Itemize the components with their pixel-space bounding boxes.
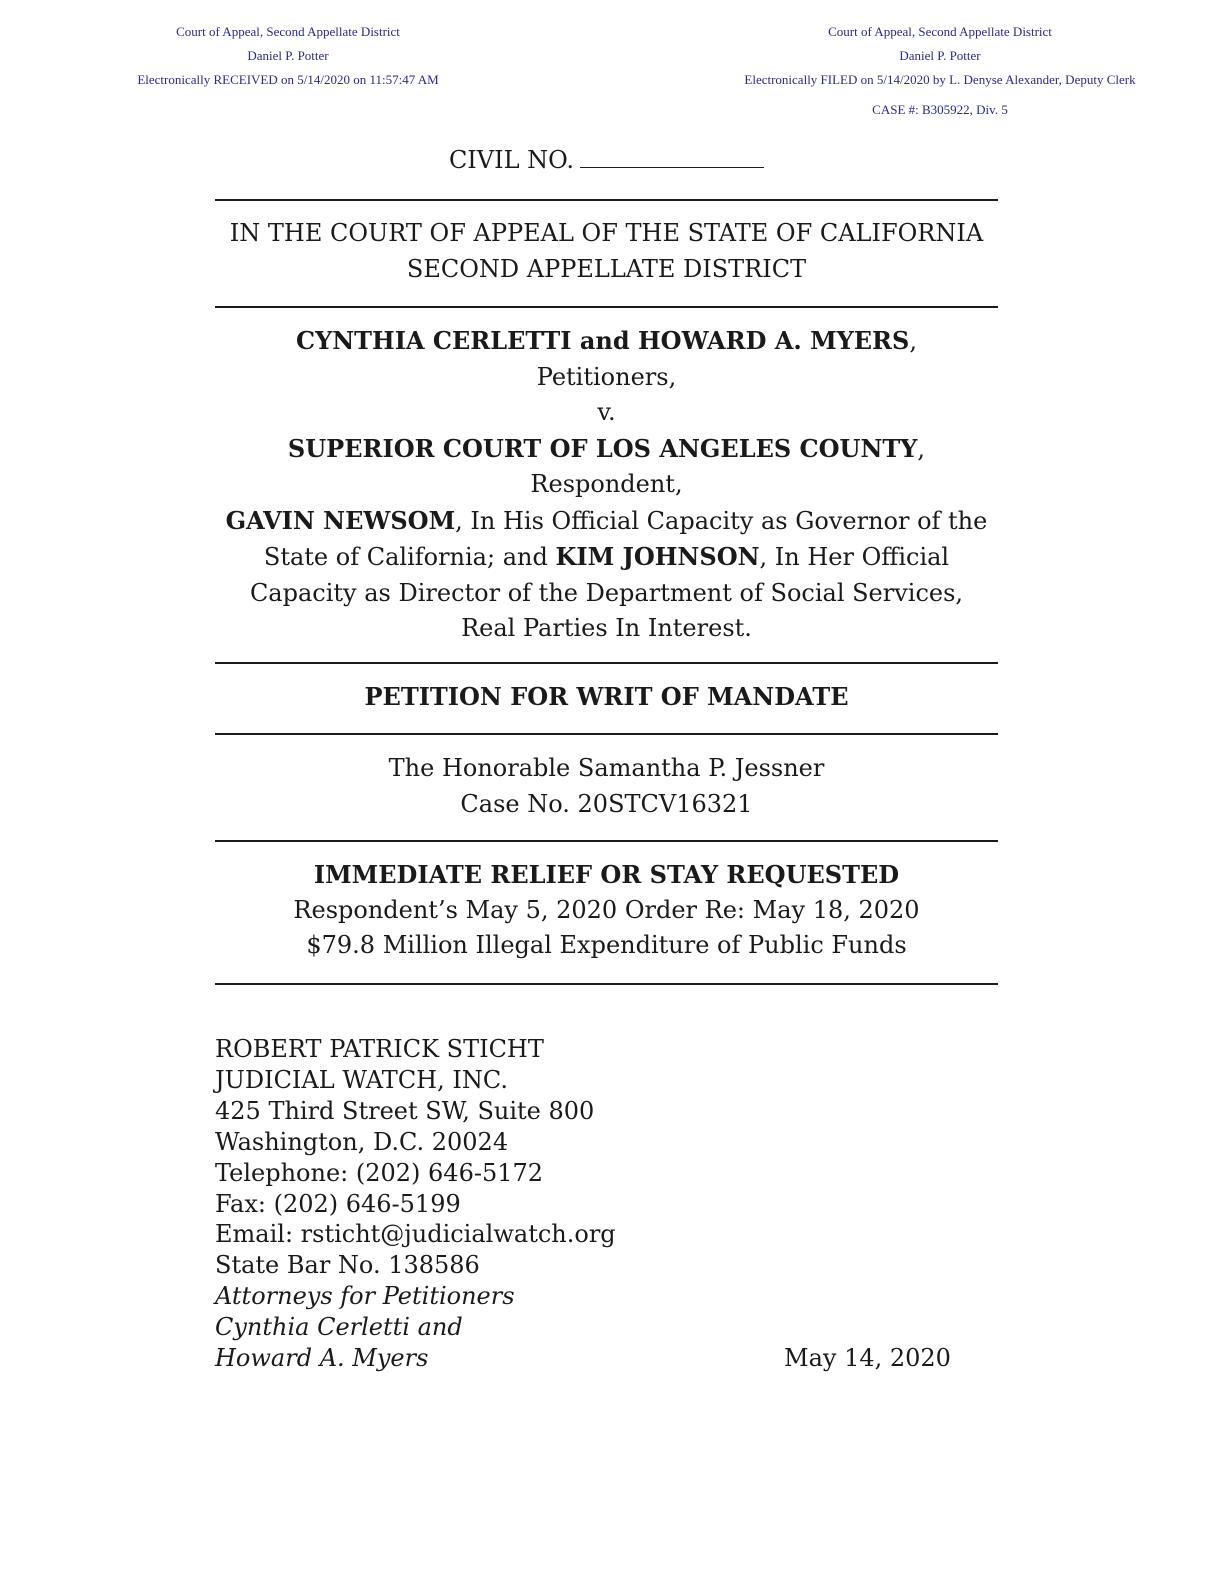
relief-line-1: Respondent’s May 5, 2020 Order Re: May 18, 2020 (293, 895, 920, 924)
document-title: PETITION FOR WRIT OF MANDATE (364, 682, 849, 711)
divider (215, 199, 998, 201)
civil-number (215, 146, 998, 174)
stamp-court: Court of Appeal, Second Appellate District (176, 24, 400, 39)
relief-heading: IMMEDIATE RELIEF OR STAY REQUESTED (313, 860, 900, 889)
attorney-firm: JUDICIAL WATCH, INC. (215, 1065, 508, 1094)
divider (215, 306, 998, 308)
attorney-email: Email: rsticht@judicialwatch.org (215, 1220, 616, 1249)
versus: v. (597, 398, 616, 426)
judge-caption (215, 751, 998, 822)
divider (215, 983, 998, 985)
attorneys-for-3: Howard A. Myers (215, 1344, 429, 1373)
relief-line-2: $79.8 Million Illegal Expenditure of Public Funds (306, 931, 907, 959)
parties-caption (215, 323, 998, 647)
petitioners-role: Petitioners, (536, 362, 677, 391)
stamp-court: Court of Appeal, Second Appellate District (828, 24, 1052, 39)
real-parties-role: Real Parties In Interest. (461, 614, 752, 642)
civil-number-blank (580, 147, 764, 168)
attorneys-for-2: Cynthia Cerletti and (215, 1313, 463, 1342)
respondent-name: SUPERIOR COURT OF LOS ANGELES COUNTY (287, 433, 918, 463)
filed-stamp (700, 20, 1180, 122)
real-party-line-2: State of California; and KIM JOHNSON, In Her Official (263, 542, 950, 571)
real-party-name-newsom: GAVIN NEWSOM (225, 505, 456, 535)
court-district: SECOND APPELLATE DISTRICT (406, 254, 807, 283)
relief-caption (215, 857, 998, 964)
attorneys-for-1: Attorneys for Petitioners (215, 1282, 515, 1311)
civil-number-label: CIVIL NO. (448, 146, 575, 174)
stamp-status: Electronically FILED on 5/14/2020 by L. Denyse Alexander, Deputy Clerk (744, 72, 1136, 87)
received-stamp (48, 20, 528, 92)
respondent-line: SUPERIOR COURT OF LOS ANGELES COUNTY, (287, 433, 926, 463)
stamp-clerk: Daniel P. Potter (899, 48, 981, 63)
stamp-case-number: CASE #: B305922, Div. 5 (872, 102, 1008, 117)
attorney-fax: Fax: (202) 646-5199 (215, 1189, 461, 1218)
stamp-clerk: Daniel P. Potter (247, 48, 329, 63)
petitioners-names: CYNTHIA CERLETTI and HOWARD A. MYERS (296, 326, 910, 355)
attorney-address-2: Washington, D.C. 20024 (215, 1127, 509, 1156)
real-party-name-johnson: KIM JOHNSON (555, 542, 760, 571)
respondent-role: Respondent, (530, 470, 683, 498)
attorney-telephone: Telephone: (202) 646-5172 (215, 1158, 544, 1187)
attorney-block (215, 1034, 815, 1374)
attorney-name: ROBERT PATRICK STICHT (215, 1035, 544, 1063)
filing-date: May 14, 2020 (784, 1344, 951, 1372)
attorney-bar-number: State Bar No. 138586 (215, 1251, 480, 1280)
attorney-address-1: 425 Third Street SW, Suite 800 (215, 1096, 595, 1125)
petitioners-line: CYNTHIA CERLETTI and HOWARD A. MYERS, (296, 326, 917, 355)
court-name: IN THE COURT OF APPEAL OF THE STATE OF CALIFORNIA (229, 219, 984, 247)
stamp-status: Electronically RECEIVED on 5/14/2020 on 11:57:47 AM (137, 72, 439, 87)
real-party-line-1: GAVIN NEWSOM, In His Official Capacity as Governor of the (225, 505, 988, 535)
trial-case-number: Case No. 20STCV16321 (460, 789, 753, 818)
divider (215, 662, 998, 664)
divider (215, 733, 998, 735)
divider (215, 840, 998, 842)
court-caption (215, 216, 998, 287)
judge-name: The Honorable Samantha P. Jessner (388, 754, 825, 782)
real-party-line-3: Capacity as Director of the Department of Social Services, (249, 578, 964, 607)
